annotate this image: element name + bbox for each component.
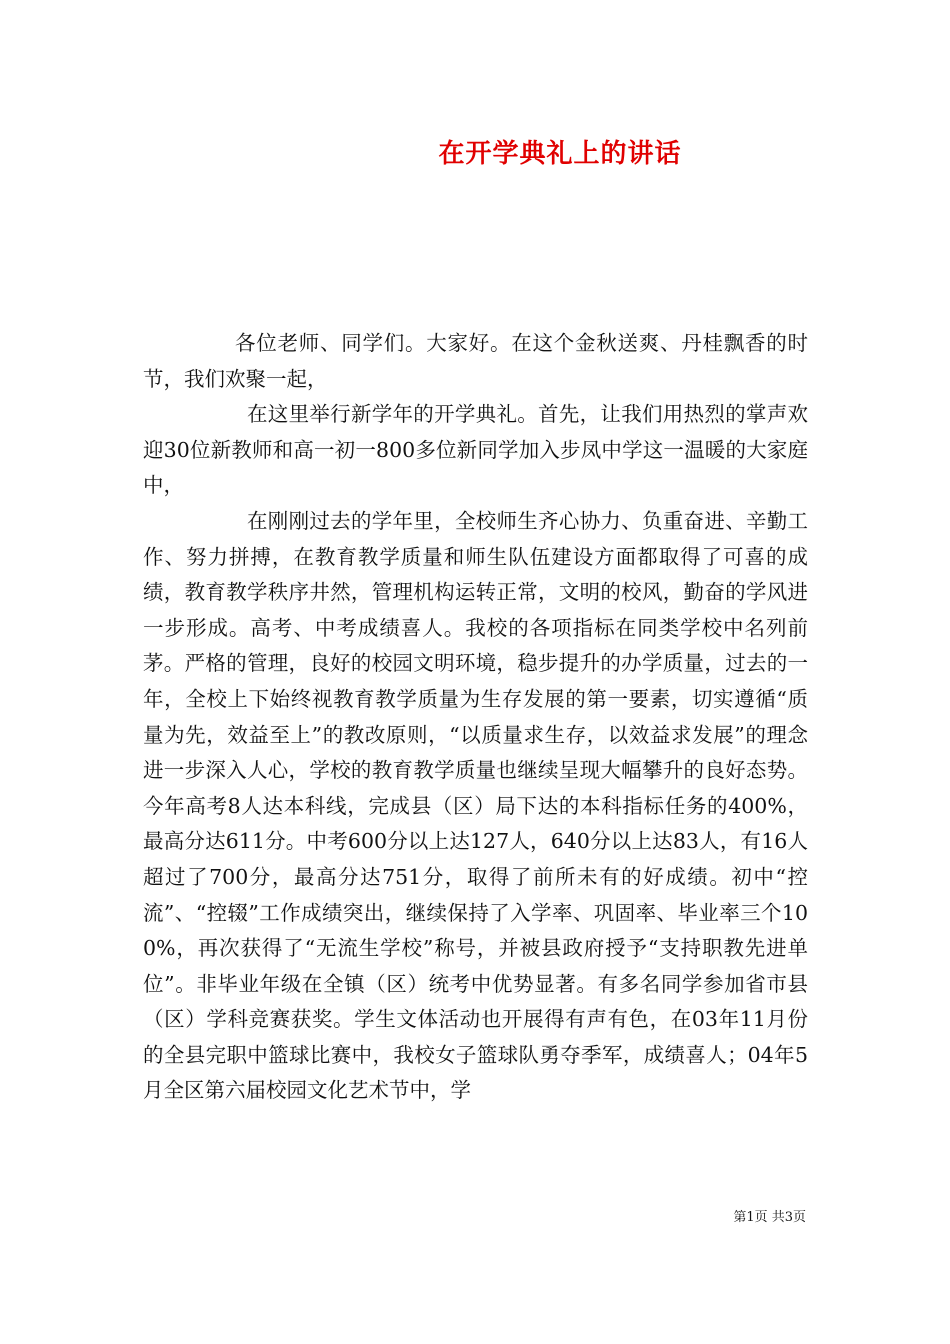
document-body	[143, 326, 808, 1109]
paragraph-achievements: 在刚刚过去的学年里，全校师生齐心协力、负重奋进、辛勤工作、努力拼搏，在教育教学质量和师生队伍建设方面都取得了可喜的成绩，教育教学秩序井然，管理机构运转正常，文明的校风，勤奋的学风进一步形成。高考、中考成绩喜人。我校的各项指标在同类学校中名列前茅。严格的管理，良好的校园文明环境，稳步提升的办学质量，过去的一年，全校上下始终视教育教学质量为生存发展的第一要素，切实遵循“质量为先，效益至上”的教改原则，“以质量求生存，以效益求发展”的理念进一步深入人心，学校的教育教学质量也继续呈现大幅攀升的良好态势。今年高考8人达本科线，完成县（区）局下达的本科指标任务的400%，最高分达611分。中考600分以上达127人，640分以上达83人，有16人超过了700分，最高分达751分，取得了前所未有的好成绩。初中“控流”、“控辍”工作成绩突出，继续保持了入学率、巩固率、毕业率三个100%，再次获得了“无流生学校”称号，并被县政府授予“支持职教先进单位”。非毕业年级在全镇（区）统考中优势显著。有多名同学参加省市县（区）学科竞赛获奖。学生文体活动也开展得有声有色，在03年11月份的全县完职中篮球比赛中，我校女子篮球队勇夺季军，成绩喜人；04年5月全区第六届校园文化艺术节中，学	[143, 508, 808, 1103]
page-number: 第1页 共3页	[733, 1210, 806, 1225]
paragraph-greeting: 各位老师、同学们。大家好。在这个金秋送爽、丹桂飘香的时节，我们欢聚一起，	[143, 331, 808, 391]
document-title: 在开学典礼上的讲话	[438, 139, 682, 169]
paragraph-welcome: 在这里举行新学年的开学典礼。首先，让我们用热烈的掌声欢迎30位新教师和高一初一800多位新同学加入步凤中学这一温暖的大家庭中，	[143, 402, 808, 498]
